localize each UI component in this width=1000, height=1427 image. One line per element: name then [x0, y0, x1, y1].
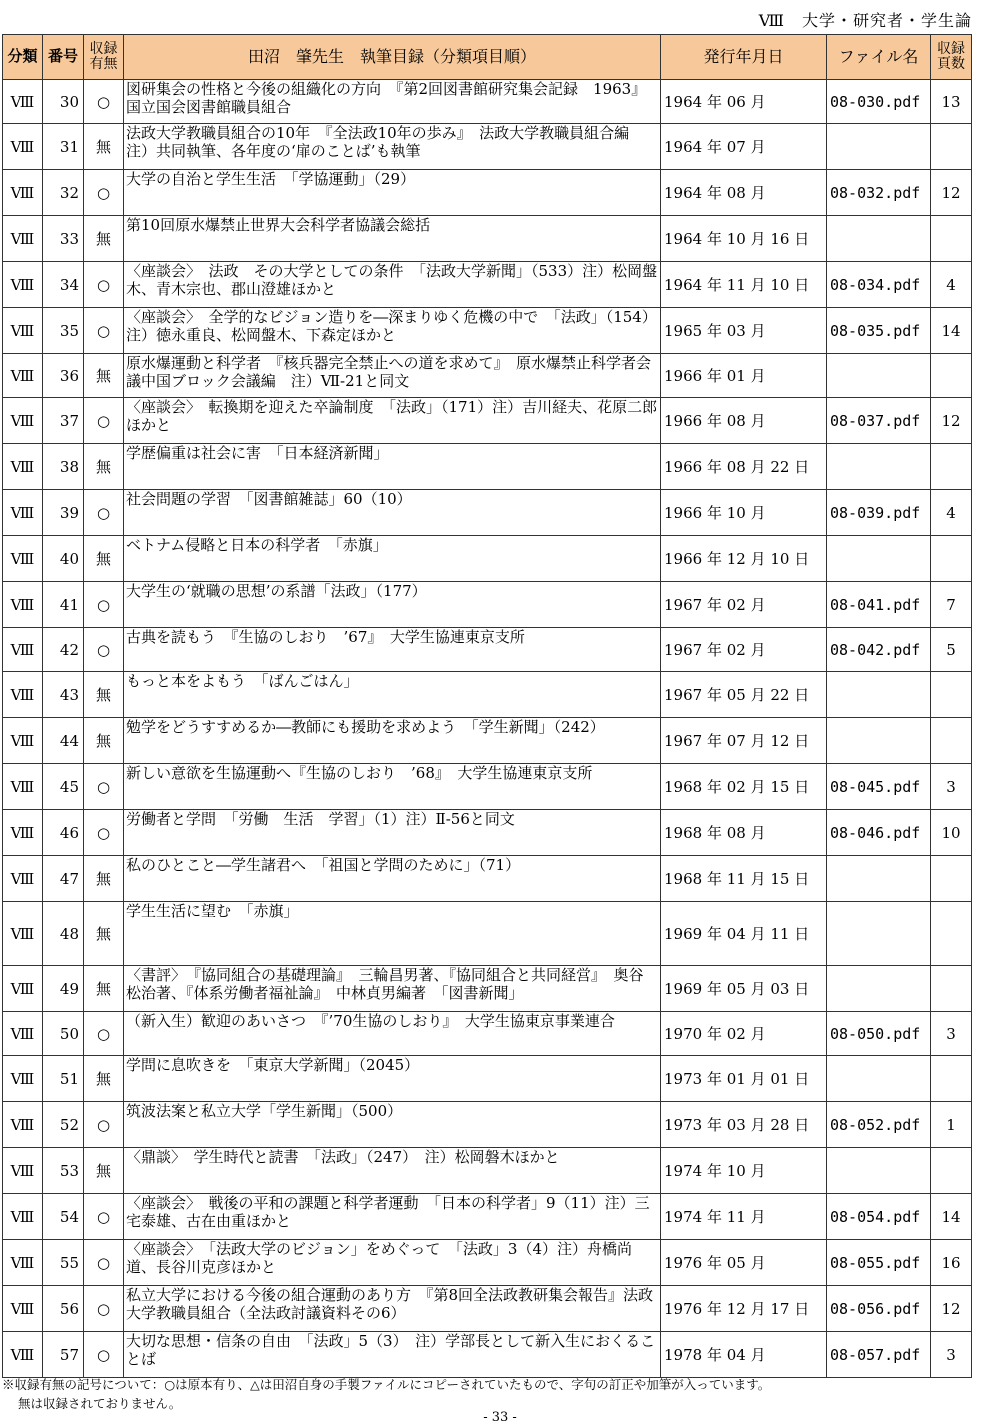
cell-bunrui: Ⅷ	[3, 490, 43, 536]
cell-bunrui: Ⅷ	[3, 536, 43, 582]
cell-date: 1973 年 03 月 28 日	[661, 1102, 827, 1148]
cell-bunrui: Ⅷ	[3, 1102, 43, 1148]
footnote-line-1: ※収録有無の記号について：○は原本有り、△は田沼自身の手製ファイルにコピーされていたもので、字句の訂正や加筆が入っています。	[2, 1377, 771, 1392]
cell-filename	[827, 1148, 931, 1194]
cell-date: 1976 年 12 月 17 日	[661, 1286, 827, 1332]
cell-number: 52	[43, 1102, 84, 1148]
table-row	[3, 80, 972, 124]
cell-title: 古典を読もう 『生協のしおり ’67』 大学生協連東京支所	[124, 628, 661, 672]
cell-shuroku-yumu: ○	[84, 764, 124, 810]
cell-filename: 08-057.pdf	[827, 1332, 931, 1378]
cell-filename: 08-046.pdf	[827, 810, 931, 856]
cell-title: ベトナム侵略と日本の科学者 「赤旗」	[124, 536, 661, 582]
cell-pages	[931, 856, 972, 902]
cell-title: 〈鼎談〉 学生時代と読書 「法政」（247） 注）松岡磐木ほかと	[124, 1148, 661, 1194]
cell-pages	[931, 216, 972, 262]
cell-pages: 13	[931, 80, 972, 124]
table-row	[3, 262, 972, 308]
col-header-bango: 番号	[43, 35, 84, 80]
table-row	[3, 1332, 972, 1378]
cell-filename: 08-035.pdf	[827, 308, 931, 354]
cell-shuroku-yumu: 無	[84, 124, 124, 170]
cell-shuroku-yumu: 無	[84, 966, 124, 1012]
table-row	[3, 810, 972, 856]
col-header-file: ファイル名	[827, 35, 931, 80]
cell-shuroku-yumu: 無	[84, 672, 124, 718]
table-row	[3, 582, 972, 628]
cell-shuroku-yumu: 無	[84, 216, 124, 262]
cell-title: 大切な思想・信条の自由 「法政」5（3） 注）学部長として新入生におくることば	[124, 1332, 661, 1378]
cell-pages: 1	[931, 1102, 972, 1148]
table-row	[3, 308, 972, 354]
cell-pages: 14	[931, 308, 972, 354]
cell-pages: 5	[931, 628, 972, 672]
cell-bunrui: Ⅷ	[3, 966, 43, 1012]
cell-pages: 12	[931, 170, 972, 216]
cell-filename: 08-052.pdf	[827, 1102, 931, 1148]
cell-shuroku-yumu: 無	[84, 902, 124, 966]
cell-shuroku-yumu: ○	[84, 1102, 124, 1148]
cell-number: 40	[43, 536, 84, 582]
col-header-pages: 収録頁数	[931, 35, 972, 80]
cell-date: 1974 年 11 月	[661, 1194, 827, 1240]
cell-filename: 08-050.pdf	[827, 1012, 931, 1056]
cell-number: 33	[43, 216, 84, 262]
cell-title: 〈座談会〉 法政 その大学としての条件 「法政大学新聞」（533）注）松岡盤木、青木宗也、郡山澄雄ほかと	[124, 262, 661, 308]
cell-filename	[827, 354, 931, 398]
table-row	[3, 1102, 972, 1148]
table-row	[3, 124, 972, 170]
cell-shuroku-yumu: 無	[84, 856, 124, 902]
cell-number: 46	[43, 810, 84, 856]
cell-date: 1966 年 10 月	[661, 490, 827, 536]
cell-date: 1966 年 01 月	[661, 354, 827, 398]
cell-number: 47	[43, 856, 84, 902]
cell-bunrui: Ⅷ	[3, 672, 43, 718]
cell-shuroku-yumu: ○	[84, 1012, 124, 1056]
cell-shuroku-yumu: 無	[84, 354, 124, 398]
cell-date: 1978 年 04 月	[661, 1332, 827, 1378]
cell-bunrui: Ⅷ	[3, 80, 43, 124]
cell-shuroku-yumu: ○	[84, 170, 124, 216]
table-row	[3, 764, 972, 810]
cell-pages: 3	[931, 1332, 972, 1378]
cell-date: 1965 年 03 月	[661, 308, 827, 354]
cell-number: 38	[43, 444, 84, 490]
table-row	[3, 1194, 972, 1240]
cell-number: 50	[43, 1012, 84, 1056]
table-row	[3, 1240, 972, 1286]
cell-filename: 08-039.pdf	[827, 490, 931, 536]
table-row	[3, 536, 972, 582]
table-row	[3, 718, 972, 764]
footnote	[2, 1376, 992, 1414]
cell-bunrui: Ⅷ	[3, 764, 43, 810]
cell-pages	[931, 1056, 972, 1102]
cell-filename	[827, 536, 931, 582]
table-row	[3, 672, 972, 718]
cell-shuroku-yumu: ○	[84, 262, 124, 308]
col-header-yumu: 収録有無	[84, 35, 124, 80]
cell-shuroku-yumu: ○	[84, 308, 124, 354]
cell-filename	[827, 672, 931, 718]
cell-pages: 7	[931, 582, 972, 628]
cell-number: 44	[43, 718, 84, 764]
cell-number: 41	[43, 582, 84, 628]
cell-title: 新しい意欲を生協運動へ『生協のしおり ’68』 大学生協連東京支所	[124, 764, 661, 810]
cell-date: 1968 年 11 月 15 日	[661, 856, 827, 902]
cell-date: 1970 年 02 月	[661, 1012, 827, 1056]
cell-title: 私のひとこと―学生諸君へ 「祖国と学問のために」（71）	[124, 856, 661, 902]
table-row	[3, 902, 972, 966]
cell-title: 学生生活に望む 「赤旗」	[124, 902, 661, 966]
table-row	[3, 1012, 972, 1056]
table-row	[3, 628, 972, 672]
cell-shuroku-yumu: ○	[84, 490, 124, 536]
cell-filename	[827, 216, 931, 262]
cell-number: 53	[43, 1148, 84, 1194]
cell-filename	[827, 444, 931, 490]
cell-filename: 08-041.pdf	[827, 582, 931, 628]
cell-filename: 08-045.pdf	[827, 764, 931, 810]
cell-bunrui: Ⅷ	[3, 308, 43, 354]
cell-title: 大学生の‘就職の思想’の系譜「法政」（177）	[124, 582, 661, 628]
cell-date: 1964 年 07 月	[661, 124, 827, 170]
cell-pages	[931, 672, 972, 718]
cell-pages: 3	[931, 1012, 972, 1056]
cell-date: 1974 年 10 月	[661, 1148, 827, 1194]
cell-number: 56	[43, 1286, 84, 1332]
table-row	[3, 1056, 972, 1102]
cell-date: 1973 年 01 月 01 日	[661, 1056, 827, 1102]
page-number: - 33 -	[483, 1410, 517, 1425]
cell-number: 54	[43, 1194, 84, 1240]
cell-number: 57	[43, 1332, 84, 1378]
table-row	[3, 354, 972, 398]
table-row	[3, 1286, 972, 1332]
cell-date: 1968 年 08 月	[661, 810, 827, 856]
cell-filename	[827, 902, 931, 966]
table-row	[3, 170, 972, 216]
cell-date: 1964 年 06 月	[661, 80, 827, 124]
cell-shuroku-yumu: ○	[84, 628, 124, 672]
cell-pages	[931, 966, 972, 1012]
cell-pages	[931, 444, 972, 490]
cell-date: 1967 年 02 月	[661, 582, 827, 628]
catalog-table	[2, 34, 972, 1378]
cell-date: 1968 年 02 月 15 日	[661, 764, 827, 810]
cell-title: 筑波法案と私立大学「学生新聞」（500）	[124, 1102, 661, 1148]
cell-date: 1967 年 07 月 12 日	[661, 718, 827, 764]
cell-pages	[931, 1148, 972, 1194]
cell-date: 1969 年 05 月 03 日	[661, 966, 827, 1012]
cell-date: 1964 年 10 月 16 日	[661, 216, 827, 262]
cell-filename: 08-030.pdf	[827, 80, 931, 124]
cell-filename: 08-042.pdf	[827, 628, 931, 672]
cell-shuroku-yumu: ○	[84, 810, 124, 856]
cell-pages	[931, 718, 972, 764]
cell-bunrui: Ⅷ	[3, 1012, 43, 1056]
table-row	[3, 216, 972, 262]
cell-title: 〈座談会〉 全学的なビジョン造りを―深まりゆく危機の中で 「法政」（154） 注）徳永重良、松岡盤木、下森定ほかと	[124, 308, 661, 354]
cell-title: 法政大学教職員組合の10年 『全法政10年の歩み』 法政大学教職員組合編 注）共同執筆、各年度の‘扉のことば’も執筆	[124, 124, 661, 170]
cell-bunrui: Ⅷ	[3, 444, 43, 490]
cell-bunrui: Ⅷ	[3, 856, 43, 902]
col-header-bunrui: 分類	[3, 35, 43, 80]
cell-date: 1976 年 05 月	[661, 1240, 827, 1286]
cell-shuroku-yumu: ○	[84, 80, 124, 124]
table-row	[3, 966, 972, 1012]
cell-bunrui: Ⅷ	[3, 1332, 43, 1378]
cell-bunrui: Ⅷ	[3, 1240, 43, 1286]
cell-title: 私立大学における今後の組合運動のあり方 『第8回全法政教研集会報告』法政大学教職員組合（全法政討議資料その6）	[124, 1286, 661, 1332]
cell-title: 〈座談会〉 「法政大学のビジョン」をめぐって 「法政」3（4）注）舟橋尚道、長谷川克彦ほかと	[124, 1240, 661, 1286]
cell-date: 1967 年 05 月 22 日	[661, 672, 827, 718]
cell-bunrui: Ⅷ	[3, 1056, 43, 1102]
cell-number: 51	[43, 1056, 84, 1102]
section-header: Ⅷ 大学・研究者・学生論	[758, 11, 972, 30]
table-row	[3, 444, 972, 490]
cell-date: 1966 年 08 月 22 日	[661, 444, 827, 490]
table-row	[3, 1148, 972, 1194]
cell-filename	[827, 966, 931, 1012]
cell-filename: 08-055.pdf	[827, 1240, 931, 1286]
cell-title: 図研集会の性格と今後の組織化の方向 『第2回図書館研究集会記録 1963』 国立国会図書館職員組合	[124, 80, 661, 124]
cell-bunrui: Ⅷ	[3, 124, 43, 170]
cell-title: 労働者と学問 「労働 生活 学習」（1）注）Ⅱ-56と同文	[124, 810, 661, 856]
cell-title: 学歴偏重は社会に害 「日本経済新聞」	[124, 444, 661, 490]
cell-shuroku-yumu: ○	[84, 398, 124, 444]
cell-number: 39	[43, 490, 84, 536]
table-header-row	[3, 35, 972, 80]
cell-shuroku-yumu: 無	[84, 444, 124, 490]
table-row	[3, 490, 972, 536]
cell-pages: 4	[931, 262, 972, 308]
cell-title: 社会問題の学習 「図書館雑誌」60（10）	[124, 490, 661, 536]
cell-title: 第10回原水爆禁止世界大会科学者協議会総括	[124, 216, 661, 262]
cell-filename	[827, 718, 931, 764]
cell-number: 43	[43, 672, 84, 718]
cell-date: 1969 年 04 月 11 日	[661, 902, 827, 966]
cell-number: 37	[43, 398, 84, 444]
cell-number: 32	[43, 170, 84, 216]
cell-title: 勉学をどうすすめるか―教師にも援助を求めよう 「学生新聞」（242）	[124, 718, 661, 764]
cell-filename	[827, 856, 931, 902]
cell-number: 30	[43, 80, 84, 124]
cell-pages	[931, 536, 972, 582]
cell-pages	[931, 354, 972, 398]
table-row	[3, 856, 972, 902]
footnote-line-2: 無は収録されておりません。	[18, 1395, 182, 1411]
cell-bunrui: Ⅷ	[3, 810, 43, 856]
cell-bunrui: Ⅷ	[3, 170, 43, 216]
cell-shuroku-yumu: ○	[84, 1240, 124, 1286]
cell-bunrui: Ⅷ	[3, 354, 43, 398]
cell-date: 1966 年 12 月 10 日	[661, 536, 827, 582]
cell-number: 49	[43, 966, 84, 1012]
cell-date: 1966 年 08 月	[661, 398, 827, 444]
cell-bunrui: Ⅷ	[3, 262, 43, 308]
cell-shuroku-yumu: 無	[84, 1056, 124, 1102]
cell-bunrui: Ⅷ	[3, 1286, 43, 1332]
cell-shuroku-yumu: ○	[84, 1286, 124, 1332]
cell-shuroku-yumu: ○	[84, 582, 124, 628]
cell-bunrui: Ⅷ	[3, 1194, 43, 1240]
cell-filename: 08-054.pdf	[827, 1194, 931, 1240]
cell-pages: 16	[931, 1240, 972, 1286]
cell-filename: 08-032.pdf	[827, 170, 931, 216]
cell-pages: 14	[931, 1194, 972, 1240]
table-row	[3, 398, 972, 444]
cell-number: 34	[43, 262, 84, 308]
cell-filename: 08-034.pdf	[827, 262, 931, 308]
cell-pages: 4	[931, 490, 972, 536]
col-header-title: 田沼 肇先生 執筆目録（分類項目順）	[124, 35, 661, 80]
cell-bunrui: Ⅷ	[3, 398, 43, 444]
cell-bunrui: Ⅷ	[3, 216, 43, 262]
cell-title: （新入生）歓迎のあいさつ 『’70生協のしおり』 大学生協東京事業連合	[124, 1012, 661, 1056]
cell-pages	[931, 124, 972, 170]
cell-title: 学問に息吹きを 「東京大学新聞」（2045）	[124, 1056, 661, 1102]
cell-shuroku-yumu: 無	[84, 1148, 124, 1194]
col-header-date: 発行年月日	[661, 35, 827, 80]
cell-filename	[827, 124, 931, 170]
cell-pages	[931, 902, 972, 966]
cell-pages: 10	[931, 810, 972, 856]
cell-bunrui: Ⅷ	[3, 1148, 43, 1194]
cell-bunrui: Ⅷ	[3, 902, 43, 966]
cell-number: 42	[43, 628, 84, 672]
cell-title: 原水爆運動と科学者 『核兵器完全禁止への道を求めて』 原水爆禁止科学者会議中国ブロック会議編 注）Ⅶ-21と同文	[124, 354, 661, 398]
cell-shuroku-yumu: 無	[84, 718, 124, 764]
cell-title: 〈座談会〉 戦後の平和の課題と科学者運動 「日本の科学者」9（11）注）三宅泰雄、古在由重ほかと	[124, 1194, 661, 1240]
cell-pages: 12	[931, 1286, 972, 1332]
cell-number: 36	[43, 354, 84, 398]
cell-shuroku-yumu: ○	[84, 1332, 124, 1378]
cell-bunrui: Ⅷ	[3, 718, 43, 764]
cell-filename: 08-037.pdf	[827, 398, 931, 444]
cell-number: 45	[43, 764, 84, 810]
cell-title: 〈座談会〉 転換期を迎えた卒論制度 「法政」（171）注）吉川経夫、花原二郎ほかと	[124, 398, 661, 444]
cell-date: 1964 年 11 月 10 日	[661, 262, 827, 308]
cell-filename	[827, 1056, 931, 1102]
cell-bunrui: Ⅷ	[3, 628, 43, 672]
cell-title: 大学の自治と学生生活 「学協運動」（29）	[124, 170, 661, 216]
cell-filename: 08-056.pdf	[827, 1286, 931, 1332]
cell-title: 〈書評〉 『協同組合の基礎理論』 三輪昌男著、『協同組合と共同経営』 奥谷松治著、『体系労働者福祉論』 中林貞男編著 「図書新聞」	[124, 966, 661, 1012]
cell-number: 31	[43, 124, 84, 170]
cell-shuroku-yumu: ○	[84, 1194, 124, 1240]
cell-pages: 3	[931, 764, 972, 810]
cell-pages: 12	[931, 398, 972, 444]
cell-date: 1967 年 02 月	[661, 628, 827, 672]
cell-date: 1964 年 08 月	[661, 170, 827, 216]
cell-number: 35	[43, 308, 84, 354]
cell-shuroku-yumu: 無	[84, 536, 124, 582]
cell-number: 55	[43, 1240, 84, 1286]
cell-title: もっと本をよもう 「ばんごはん」	[124, 672, 661, 718]
cell-bunrui: Ⅷ	[3, 582, 43, 628]
cell-number: 48	[43, 902, 84, 966]
